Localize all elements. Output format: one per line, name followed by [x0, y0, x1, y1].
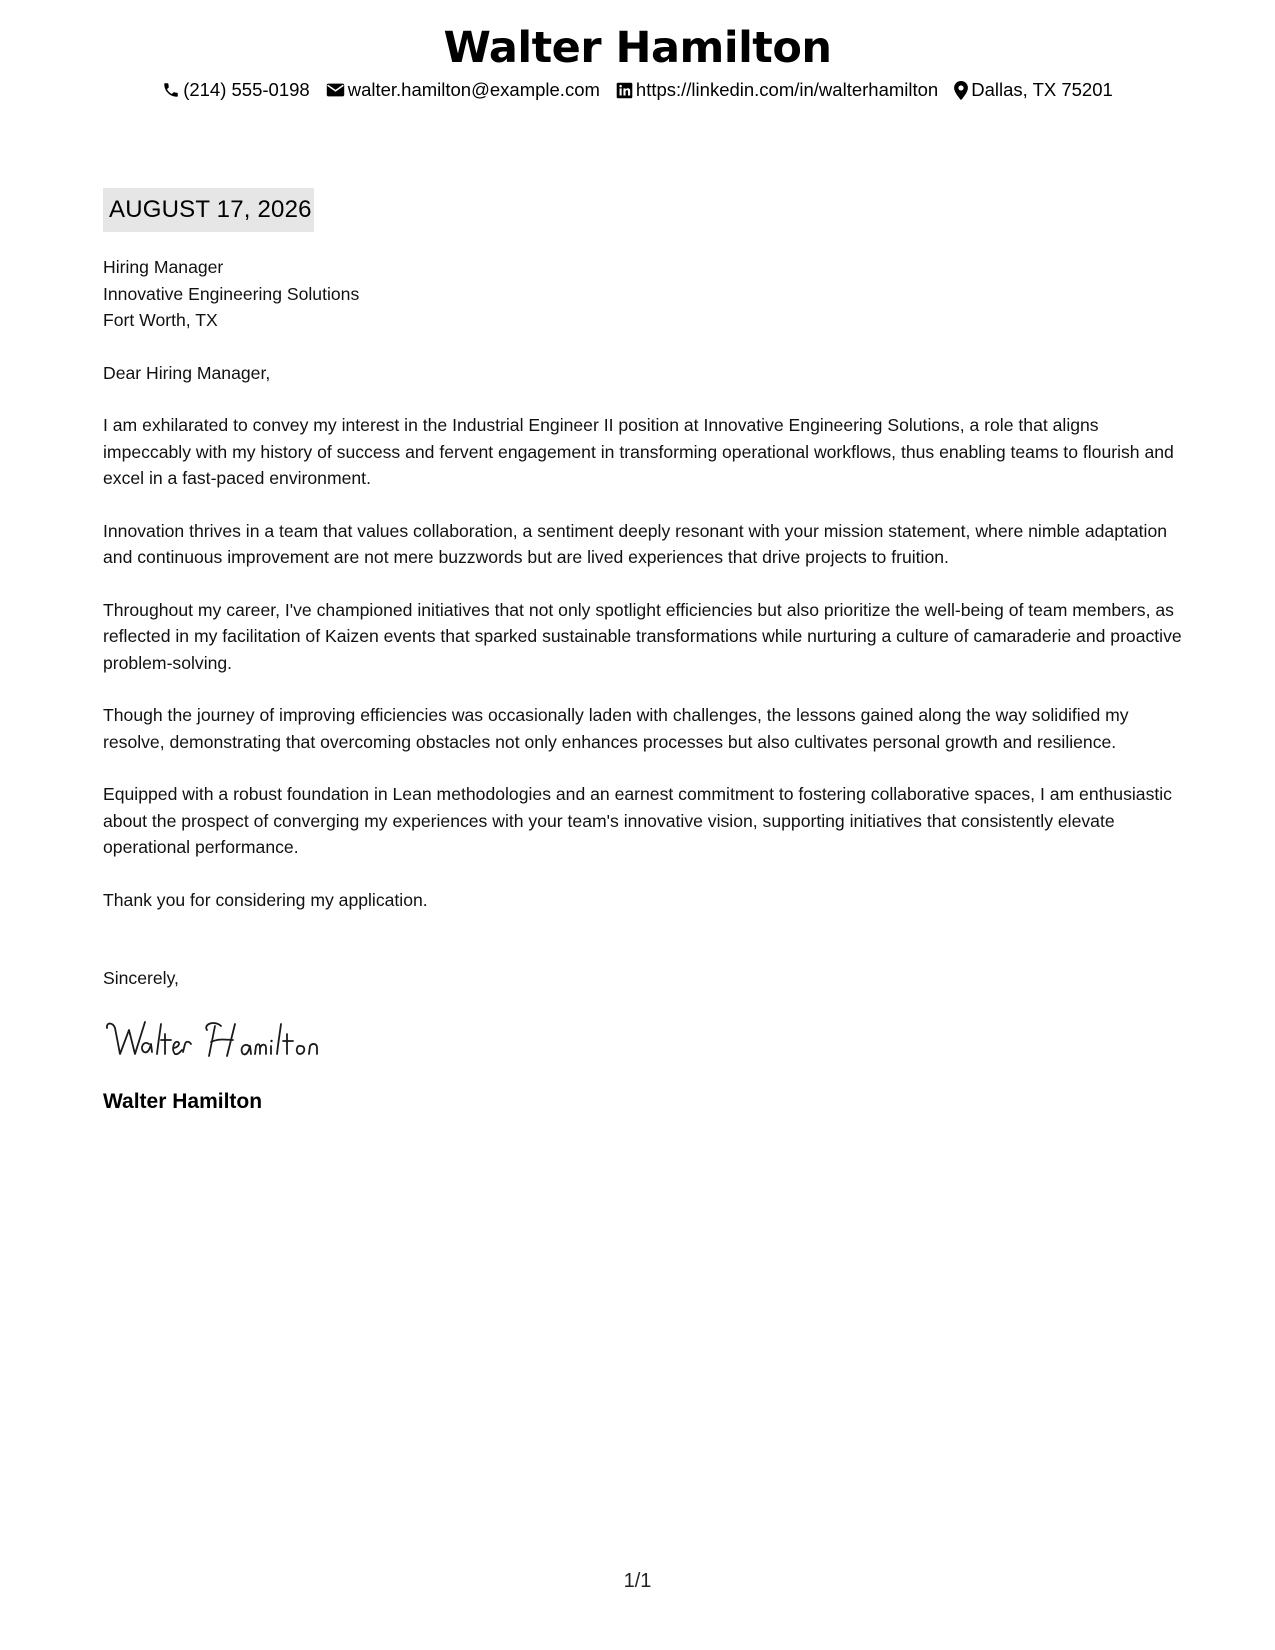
contact-linkedin[interactable]	[616, 78, 938, 102]
email-text[interactable]: walter.hamilton@example.com	[347, 79, 600, 100]
envelope-icon	[326, 82, 348, 98]
closing: Sincerely,	[103, 968, 179, 988]
recipient-company: Innovative Engineering Solutions	[103, 283, 360, 304]
contact-email[interactable]	[326, 78, 600, 102]
salutation: Dear Hiring Manager,	[103, 362, 271, 383]
location-text: Dallas, TX 75201	[971, 79, 1113, 100]
map-marker-icon	[954, 81, 971, 100]
linkedin-icon	[616, 82, 636, 99]
phone-text: (214) 555-0198	[183, 79, 310, 100]
recipient-address	[103, 254, 1183, 334]
phone-icon	[162, 81, 183, 99]
body-paragraph: Equipped with a robust foundation in Lean methodologies and an earnest commitment to fostering collaborative spaces, I am enthusiastic about the prospect of converging my experiences with your team's innovative vision, supporting initiatives that consistently elevate operational performance.	[103, 784, 1172, 857]
page-number: 1/1	[623, 1570, 652, 1592]
linkedin-text[interactable]: https://linkedin.com/in/walterhamilton	[635, 79, 939, 100]
body-paragraph: Throughout my career, I've championed initiatives that not only spotlight efficiencies but also prioritize the well-being of team members, as reflected in my facilitation of Kaizen events that sparked sustainable transformations while nurturing a culture of camaraderie and proactive problem-solving.	[103, 599, 1182, 673]
body-paragraph: Innovation thrives in a team that values collaboration, a sentiment deeply resonant with your mission statement, where nimble adaptation and continuous improvement are not mere buzzwords but are lived experiences that drive projects to fruition.	[103, 520, 1168, 567]
thank-you-line: Thank you for considering my application.	[103, 889, 428, 910]
contact-phone	[162, 78, 310, 102]
sender-name: Walter Hamilton	[443, 23, 832, 73]
recipient-title: Hiring Manager	[103, 257, 224, 277]
contact-location	[954, 78, 1113, 102]
recipient-location: Fort Worth, TX	[103, 310, 218, 330]
signature-name: Walter Hamilton	[103, 1089, 263, 1113]
letter-body	[103, 254, 1183, 1116]
contact-bar	[0, 78, 1275, 102]
body-paragraph: I am exhilarated to convey my interest in the Industrial Engineer II position at Innovative Engineering Solutions, a role that aligns impeccably with my history of success and fervent engagement in transforming operational workflows, thus enabling teams to flourish and excel in a fast-paced environment.	[103, 415, 1174, 488]
body-paragraph: Though the journey of improving efficiencies was occasionally laden with challenges, the lessons gained along the way solidified my resolve, demonstrating that overcoming obstacles not only enhances processes but also cultivates personal growth and resilience.	[103, 705, 1129, 752]
handwritten-signature	[103, 1014, 1183, 1066]
letter-date: AUGUST 17, 2026	[103, 188, 314, 232]
